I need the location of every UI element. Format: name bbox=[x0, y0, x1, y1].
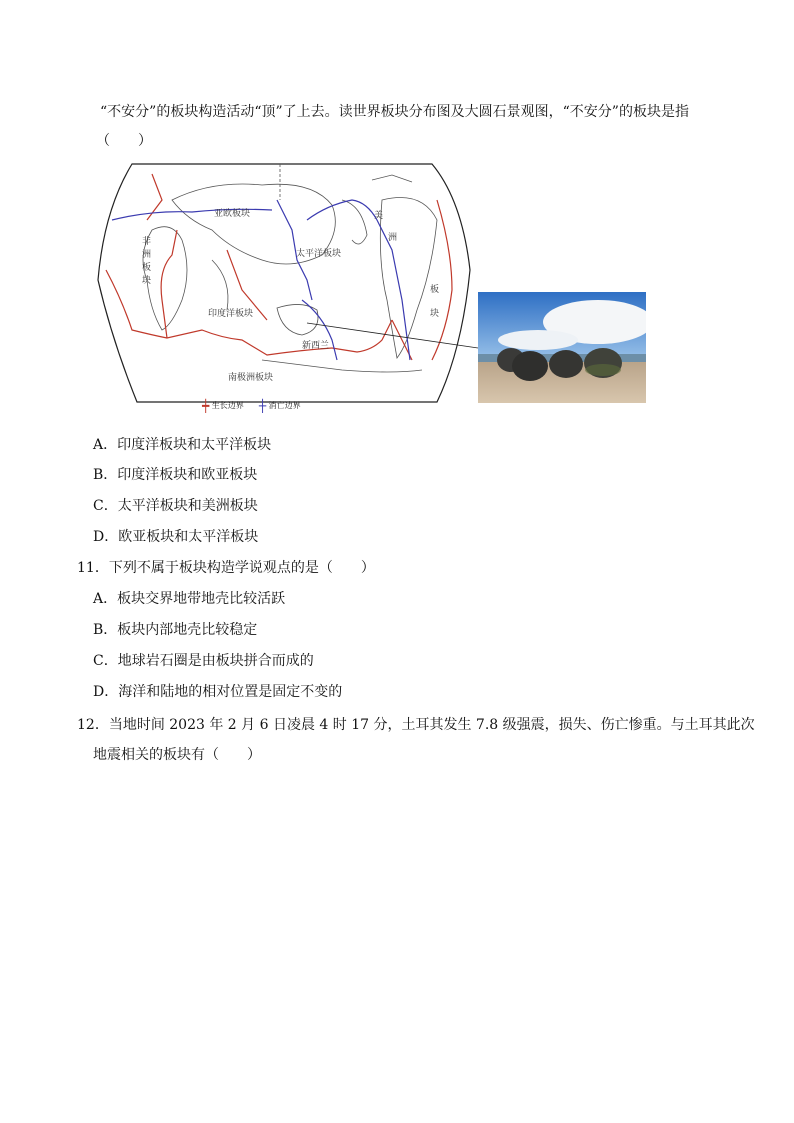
q10-option-a: A．印度洋板块和太平洋板块 bbox=[93, 437, 272, 453]
legend-subduction-label: 消亡边界 bbox=[268, 401, 301, 410]
label-newzealand: 新西兰 bbox=[302, 341, 330, 351]
label-africa-1: 非 bbox=[142, 237, 152, 247]
label-antarctic: 南极洲板块 bbox=[228, 373, 274, 383]
q11-option-b: B．板块内部地壳比较稳定 bbox=[93, 622, 258, 638]
label-africa-2: 洲 bbox=[142, 250, 152, 260]
legend-growth-label: 生长边界 bbox=[211, 401, 244, 410]
label-america-3: 板 bbox=[430, 285, 440, 295]
q11-stem: 11．下列不属于板块构造学说观点的是（ ） bbox=[77, 560, 375, 576]
q10-stem-line1: “不安分”的板块构造活动“顶”了上去。读世界板块分布图及大圆石景观图，“不安分”的板块是指 bbox=[100, 104, 689, 120]
label-indian: 印度洋板块 bbox=[208, 309, 254, 319]
q11-option-d: D．海洋和陆地的相对位置是固定不变的 bbox=[93, 684, 343, 700]
label-africa-4: 块 bbox=[142, 276, 152, 286]
label-america-1: 美 bbox=[374, 211, 384, 221]
label-america-2: 洲 bbox=[388, 233, 398, 243]
growth-boundary-icon: ┿ bbox=[202, 399, 210, 413]
map-legend bbox=[202, 398, 301, 414]
subduction-boundary-icon: ┼ bbox=[258, 399, 267, 413]
q12-stem-line1: 12．当地时间 2023 年 2 月 6 日凌晨 4 时 17 分，土耳其发生 7.8 级强震，损失、伤亡惨重。与土耳其此次 bbox=[77, 717, 755, 733]
q10-option-d: D．欧亚板块和太平洋板块 bbox=[93, 529, 259, 545]
q10-option-b: B．印度洋板块和欧亚板块 bbox=[93, 467, 258, 483]
q10-option-c: C．太平洋板块和美洲板块 bbox=[93, 498, 258, 514]
label-africa-3: 板 bbox=[142, 263, 152, 273]
label-america-4: 块 bbox=[430, 309, 440, 319]
q11-option-c: C．地球岩石圈是由板块拼合而成的 bbox=[93, 653, 314, 669]
label-pacific: 太平洋板块 bbox=[296, 249, 342, 259]
q12-stem-line2: 地震相关的板块有（ ） bbox=[93, 747, 261, 763]
label-eurasia: 亚欧板块 bbox=[214, 209, 251, 219]
boulders-photo bbox=[478, 292, 646, 403]
q10-stem-line2: （ ） bbox=[96, 133, 152, 149]
q11-option-a: A．板块交界地带地壳比较活跃 bbox=[93, 591, 286, 607]
